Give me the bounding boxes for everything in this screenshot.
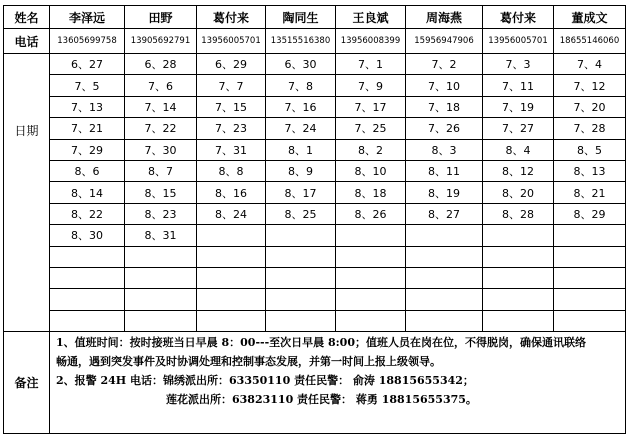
duty-date-cell: 7、9 [336,75,406,96]
notes-row [4,332,626,434]
staff-name: 董成文 [554,6,626,29]
duty-date-cell: 8、7 [125,160,197,181]
staff-name: 田野 [125,6,197,29]
duty-date-cell: 7、21 [50,118,125,139]
staff-phone: 13956005701 [483,29,554,54]
duty-date-cell [266,267,336,288]
staff-name: 周海燕 [406,6,483,29]
notes-content [50,332,626,434]
duty-date-cell [125,246,197,267]
duty-date-cell: 7、3 [483,54,554,75]
staff-phone: 15956947906 [406,29,483,54]
duty-date-cell: 8、31 [125,225,197,246]
duty-date-cell [554,246,626,267]
duty-date-cell: 7、7 [197,75,266,96]
duty-date-cell [266,225,336,246]
duty-date-cell [50,289,125,310]
date-row [4,310,626,331]
duty-date-cell [406,267,483,288]
duty-date-cell: 7、17 [336,96,406,117]
duty-date-cell: 8、15 [125,182,197,203]
duty-date-cell: 8、8 [197,160,266,181]
staff-phone: 13905692791 [125,29,197,54]
duty-date-cell: 8、13 [554,160,626,181]
duty-date-cell: 7、5 [50,75,125,96]
date-row [4,139,626,160]
duty-date-cell: 7、10 [406,75,483,96]
duty-date-cell: 8、2 [336,139,406,160]
duty-date-cell: 8、4 [483,139,554,160]
date-label: 日期 [4,54,50,332]
duty-date-cell [125,267,197,288]
date-row [4,182,626,203]
duty-date-cell: 7、19 [483,96,554,117]
duty-date-cell: 8、14 [50,182,125,203]
staff-phone: 13956005701 [197,29,266,54]
duty-date-cell [336,310,406,331]
duty-date-cell: 7、28 [554,118,626,139]
date-row [4,75,626,96]
duty-date-cell [483,225,554,246]
duty-date-cell: 7、13 [50,96,125,117]
duty-date-cell: 7、15 [197,96,266,117]
duty-date-cell: 8、6 [50,160,125,181]
duty-date-cell [554,310,626,331]
duty-date-cell: 8、26 [336,203,406,224]
duty-date-cell: 8、11 [406,160,483,181]
duty-date-cell: 8、28 [483,203,554,224]
duty-date-cell [554,225,626,246]
duty-date-cell: 7、11 [483,75,554,96]
duty-date-cell [197,267,266,288]
duty-date-cell: 7、4 [554,54,626,75]
phone-label: 电话 [4,29,50,54]
date-row [4,118,626,139]
duty-date-cell [266,310,336,331]
duty-date-cell: 7、31 [197,139,266,160]
duty-date-cell: 7、29 [50,139,125,160]
date-row [4,54,626,75]
duty-date-cell: 8、16 [197,182,266,203]
duty-date-cell: 6、28 [125,54,197,75]
duty-date-cell: 8、18 [336,182,406,203]
duty-date-cell [483,267,554,288]
notes-line: 莲花派出所：63823110 责任民警： 蒋勇 18815655375。 [166,393,477,407]
date-row [4,289,626,310]
duty-date-cell: 8、9 [266,160,336,181]
staff-name: 陶同生 [266,6,336,29]
duty-date-cell [483,310,554,331]
duty-date-cell: 8、17 [266,182,336,203]
duty-date-cell: 6、29 [197,54,266,75]
duty-roster-table [3,5,626,434]
duty-date-cell: 8、27 [406,203,483,224]
date-row [4,246,626,267]
duty-date-cell [125,310,197,331]
duty-date-cell: 8、3 [406,139,483,160]
duty-date-cell: 7、2 [406,54,483,75]
staff-name: 王良斌 [336,6,406,29]
duty-date-cell: 7、12 [554,75,626,96]
duty-date-cell [483,246,554,267]
duty-date-cell: 8、25 [266,203,336,224]
duty-date-cell [336,225,406,246]
duty-date-cell [125,289,197,310]
name-label: 姓名 [4,6,50,29]
duty-date-cell: 6、27 [50,54,125,75]
duty-date-cell: 7、23 [197,118,266,139]
notes-line: 2、报警 24H 电话：锦绣派出所：63350110 责任民警： 俞涛 18815655342； [56,374,474,388]
duty-date-cell: 7、24 [266,118,336,139]
staff-name: 葛付来 [483,6,554,29]
duty-date-cell: 7、8 [266,75,336,96]
duty-date-cell: 7、18 [406,96,483,117]
staff-phone: 13956008399 [336,29,406,54]
duty-date-cell: 7、6 [125,75,197,96]
duty-date-cell [406,289,483,310]
duty-date-cell [197,310,266,331]
notes-line: 1、值班时间：按时接班当日早晨 8：00---至次日早晨 8:00；值班人员在岗在位，不得脱岗，确保通讯联络 [56,336,586,350]
duty-date-cell: 8、22 [50,203,125,224]
duty-date-cell [554,289,626,310]
duty-date-cell [336,246,406,267]
duty-date-cell: 8、30 [50,225,125,246]
duty-date-cell: 8、24 [197,203,266,224]
duty-date-cell [197,246,266,267]
duty-date-cell: 8、29 [554,203,626,224]
date-row [4,160,626,181]
duty-date-cell: 8、20 [483,182,554,203]
duty-date-cell: 8、21 [554,182,626,203]
duty-date-cell [406,225,483,246]
duty-date-cell: 7、22 [125,118,197,139]
duty-date-cell: 8、12 [483,160,554,181]
duty-date-cell [50,267,125,288]
duty-date-cell: 7、26 [406,118,483,139]
staff-phone: 13605699758 [50,29,125,54]
duty-date-cell: 8、1 [266,139,336,160]
duty-date-cell [50,246,125,267]
phone-row [4,29,626,54]
duty-date-cell [266,246,336,267]
duty-date-cell [266,289,336,310]
duty-date-cell [336,267,406,288]
date-row [4,225,626,246]
name-row [4,6,626,29]
notes-label: 备注 [4,332,50,434]
date-row [4,203,626,224]
duty-date-cell [554,267,626,288]
duty-date-cell: 7、20 [554,96,626,117]
duty-date-cell [197,225,266,246]
duty-date-cell [483,289,554,310]
duty-date-cell: 7、1 [336,54,406,75]
duty-date-cell: 8、19 [406,182,483,203]
staff-phone: 13515516380 [266,29,336,54]
duty-date-cell: 7、14 [125,96,197,117]
duty-date-cell: 8、10 [336,160,406,181]
staff-name: 李泽远 [50,6,125,29]
duty-date-cell [406,246,483,267]
staff-name: 葛付来 [197,6,266,29]
duty-date-cell: 7、27 [483,118,554,139]
date-row [4,96,626,117]
duty-date-cell [50,310,125,331]
duty-date-cell: 8、23 [125,203,197,224]
duty-date-cell [336,289,406,310]
duty-date-cell: 7、16 [266,96,336,117]
staff-phone: 18655146060 [554,29,626,54]
duty-date-cell: 8、5 [554,139,626,160]
duty-date-cell: 7、30 [125,139,197,160]
notes-line: 畅通，遇到突发事件及时协调处理和控制事态发展，并第一时间上报上级领导。 [56,355,441,369]
duty-date-cell: 7、25 [336,118,406,139]
duty-date-cell: 6、30 [266,54,336,75]
duty-date-cell [197,289,266,310]
duty-date-cell [406,310,483,331]
date-row [4,267,626,288]
